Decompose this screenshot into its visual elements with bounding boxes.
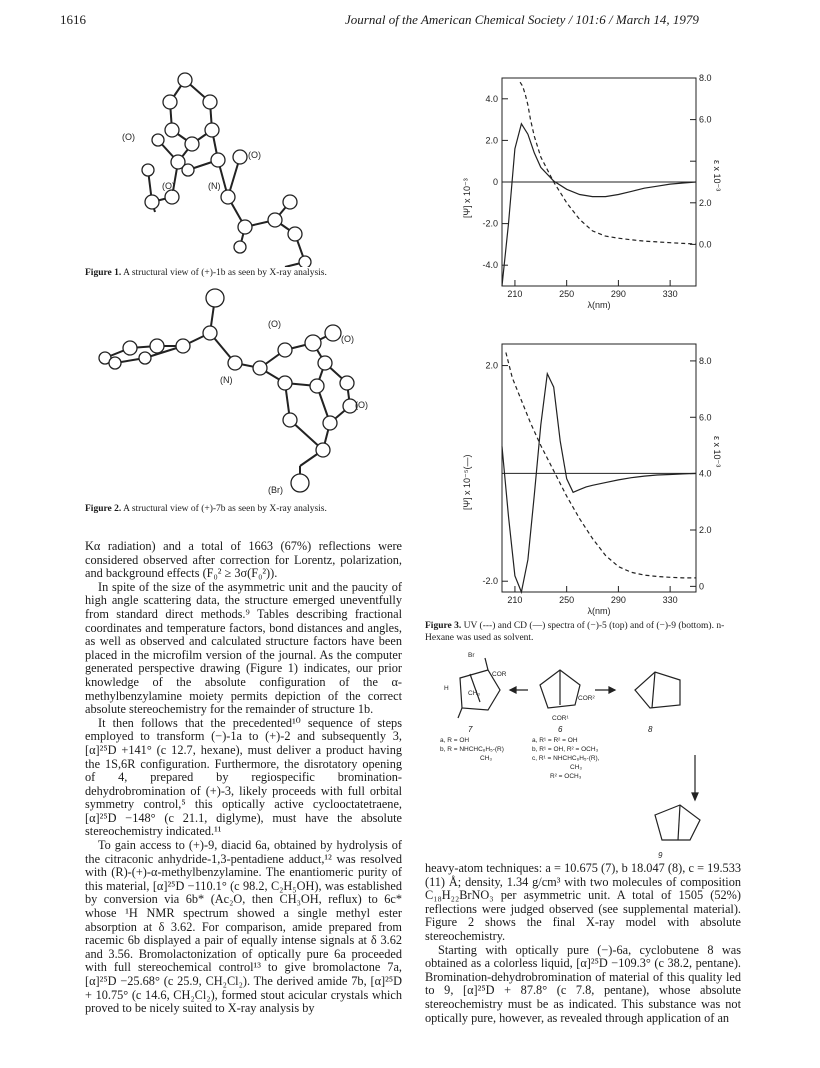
x-axis-label: λ(nm) [587, 300, 611, 310]
fig1-label-n: (N) [208, 181, 221, 191]
plot-frame [502, 344, 696, 592]
y-right-tick-label: 6.0 [699, 412, 712, 423]
group-h: H [444, 685, 449, 692]
page-number: 1616 [60, 12, 86, 27]
y-tick-label: 2.0 [485, 135, 498, 146]
figure-3-caption: Figure 3. UV (---) and CD (—) spectra of (−)-5 (top) and of (−)-9 (bottom). n-Hexane was used as solvent. [425, 621, 725, 643]
compound-6: 6 [558, 725, 563, 734]
legend-6c: c, R¹ = NHCHC₆H₅-(R), [532, 755, 600, 762]
group-cor1: COR¹ [552, 715, 569, 722]
figure-1-caption: Figure 1. A structural view of (+)-1b as seen by X-ray analysis. [85, 268, 327, 278]
fig2-label-o2: (O) [341, 334, 354, 344]
legend-6a: a, R¹ = R² = OH [532, 737, 578, 744]
group-br: Br [468, 652, 475, 659]
group-ch3: CH₃ [468, 690, 481, 697]
y-right-tick-label: 4.0 [699, 468, 712, 479]
compound-9: 9 [658, 851, 663, 860]
x-tick-label: 290 [610, 289, 626, 299]
compound-7: 7 [468, 725, 473, 734]
legend-6-ch3: CH₃ [570, 764, 583, 771]
group-cor2: COR² [578, 695, 595, 702]
y-right-tick-label: 2.0 [699, 197, 712, 208]
legend-6b: b, R¹ = OH, R² = OCH₃ [532, 746, 599, 753]
y-tick-label: -4.0 [482, 260, 498, 271]
x-tick-label: 250 [559, 595, 575, 605]
y-tick-label: 4.0 [485, 93, 498, 104]
group-cor: COR [492, 671, 507, 678]
fig1-label-o2: (O) [248, 150, 261, 160]
x-tick-label: 330 [662, 289, 678, 299]
fig2-label-n: (N) [220, 375, 233, 385]
y-right-axis-label: ε x 10⁻³ [712, 436, 722, 468]
y-tick-label: -2.0 [482, 576, 498, 587]
series-line-solid [502, 374, 696, 592]
paragraph: Starting with optically pure (−)-6a, cyclobutene 8 was obtained as a colorless liquid, [α]²⁵D −109.3° (c 38.2, pentane). Bromination-dehydrobromination of material of this quality led to 9, [α]²⁵D + 87.8° (c 7.8, pentane), whose absolute stereochemistry must be as indicated. This substance was not optically pure, however, as revealed through application of an [425, 942, 741, 1025]
y-right-tick-label: 8.0 [699, 73, 712, 83]
y-axis-label: [Ψ] x 10⁻⁵(—) [462, 454, 472, 510]
legend-6-r2: R² = OCH₃ [550, 773, 582, 780]
x-axis-label: λ(nm) [587, 606, 611, 616]
figure-1-structure [100, 62, 350, 267]
fig2-label-o3: (O) [355, 400, 368, 410]
legend-7b: b, R = NHCHC₆H₅-(R) [440, 746, 504, 753]
y-right-axis-label: ε x 10⁻³ [712, 160, 722, 192]
figure-3-bottom-chart [440, 340, 730, 618]
y-tick-label: -2.0 [482, 218, 498, 229]
y-tick-label: 0 [492, 177, 498, 187]
paragraph: To gain access to (+)-9, diacid 6a, obtained by hydrolysis of the citraconic anhydride-1,3-pentadiene adduct,¹² was resolved with (R)-(+)-α-methylbenzylamine. The enantiomeric purity of this material, [α]²⁵D −110.1° (c 98.2, C₂H₅OH), was established by conversion via 6b* (Ac₂O, then CH₃OH, reflux) to 6c* whose ¹H NMR spectrum showed a single methyl ester absorption at δ 3.62. For comparison, amide prepared from racemic 6b displayed a pair of equally intense signals at δ 3.62 and 3.56. Bromolactonization of optically pure 6a proceeded with full stereochemical control¹³ to give bromolactone 7a, [α]²⁵D −25.68° (c 25.9, CH₂Cl₂). The derived amide 7b, [α]²⁵D + 10.75° (c 14.6, CH₂Cl₂), formed stout acicular crystals which proved to be nicely suited to X-ray analysis by [85, 838, 402, 1016]
right-column [425, 862, 741, 1025]
x-tick-label: 210 [507, 595, 523, 605]
y-tick-label: 2.0 [485, 360, 498, 371]
y-right-tick-label: 0.0 [699, 239, 712, 250]
compound-8: 8 [648, 725, 653, 734]
y-right-tick-label: 0 [699, 581, 705, 592]
x-tick-label: 210 [507, 289, 523, 299]
legend-7-ch3: CH₃ [480, 755, 493, 762]
y-right-tick-label: 2.0 [699, 525, 712, 535]
fig2-label-br: (Br) [268, 485, 283, 495]
left-column [85, 540, 402, 1016]
x-tick-label: 290 [610, 595, 626, 605]
paragraph: It then follows that the precedented¹⁰ sequence of steps employed to transform (−)-1a to (+)-2 and subsequently 3, [α]²⁵D +141° (c 12.7, hexane), must deliver a product having the 1S,6R configuration. Furthermore, the disrotatory opening of 4, prepared by regiospecific bromination-dehydrobromination of (+)-3, likely proceeds with full orbital symmetry control,⁵ this optically active cyclooctatetraene, [α]²⁵D −148° (c 21.1, diglyme), must have the absolute stereochemistry indicated.¹¹ [85, 715, 402, 839]
x-tick-label: 250 [559, 289, 575, 299]
figure-2-structure [85, 288, 405, 503]
y-right-tick-label: 6.0 [699, 114, 712, 125]
paragraph: In spite of the size of the asymmetric unit and the paucity of high angle scattering data, the structure emerged uneventfully from standard direct methods.⁹ Tables describing fractional coordinates and temperature factors, bond distances and angles, as well as observed and calculated structure factors have been placed in the microfilm version of the journal. As the computer generated perspective drawing (Figure 1) indicates, our prior knowledge of the absolute configuration of the α-methylbenzylamine moiety permits depiction of the correct absolute stereochemistry for the remainder of structure 1b. [85, 579, 402, 717]
fig1-label-o1: (O) [122, 132, 135, 142]
fig1-label-o3: (O) [162, 181, 175, 191]
paragraph: Kα radiation) and a total of 1663 (67%) reflections were considered observed after correction for Lorentz, polarization, and background effects (F₀² ≥ 3σ(F₀²)). [85, 539, 402, 581]
fig2-label-o1: (O) [268, 319, 281, 329]
figure-2-caption: Figure 2. A structural view of (+)-7b as seen by X-ray analysis. [85, 504, 327, 514]
journal-header: Journal of the American Chemical Society / 101:6 / March 14, 1979 [345, 12, 699, 27]
reaction-scheme [440, 650, 740, 860]
series-line-dashed [520, 82, 696, 244]
figure-3-top-chart [440, 68, 730, 338]
series-line-dashed [506, 353, 696, 578]
series-line-solid [502, 124, 696, 286]
legend-7a: a, R = OH [440, 737, 470, 744]
x-tick-label: 330 [662, 595, 678, 605]
y-axis-label: [Ψ] x 10⁻³ [462, 178, 472, 218]
paragraph: heavy-atom techniques: a = 10.675 (7), b 18.047 (8), c = 19.533 (11) Å; density, 1.34 g/cm³ with two molecules of composition C₁₈H₂₂BrNO₃ per asymmetric unit. A total of 1505 (52%) reflections were judged observed (see supplemental material). Figure 2 shows the final X-ray model with absolute stereochemistry. [425, 861, 741, 943]
y-right-tick-label: 8.0 [699, 355, 712, 366]
